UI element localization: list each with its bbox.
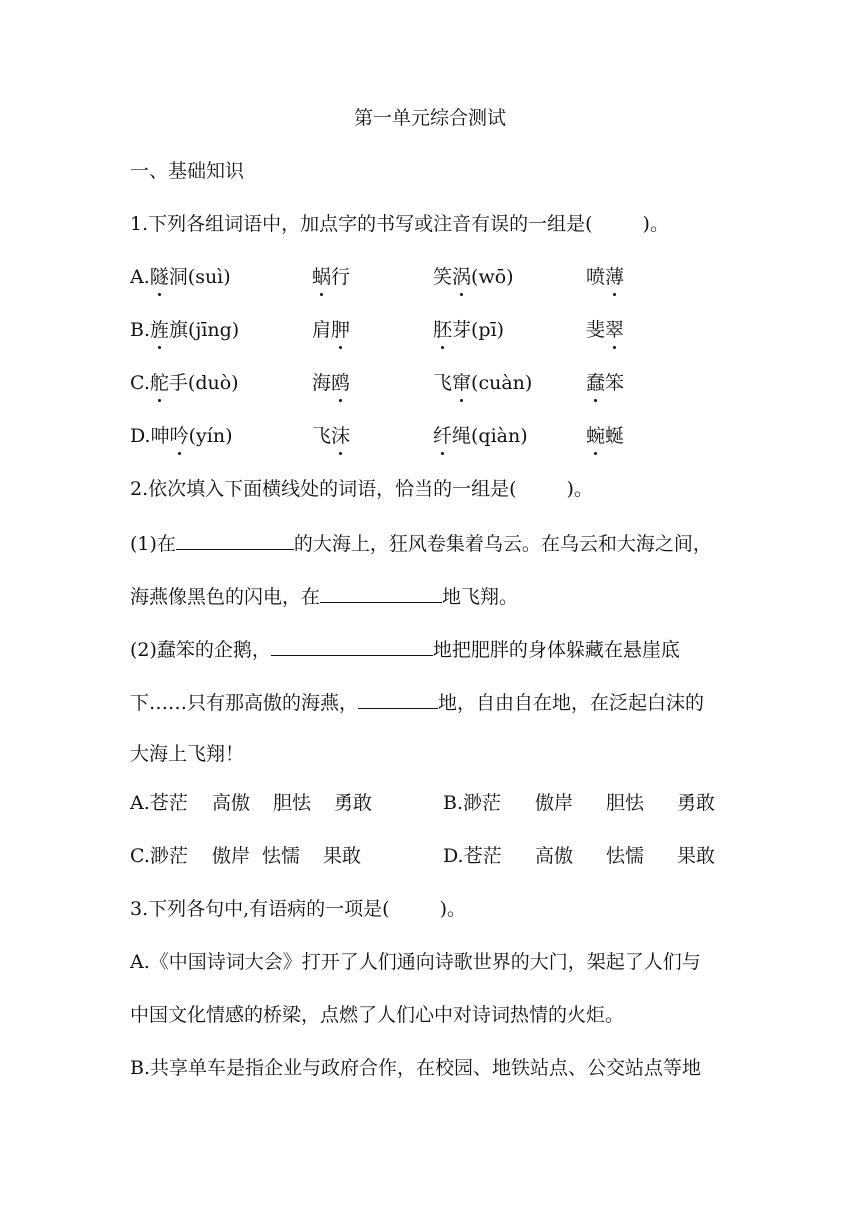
q1-option-a-word-4: 喷薄	[586, 266, 625, 288]
question-1-stem: 1.下列各组词语中，加点字的书写或注音有误的一组是( )。	[130, 213, 669, 235]
q1-option-b-word-1: B.旌旗(jīng)	[130, 319, 240, 341]
fill-blank-2	[320, 582, 442, 603]
fill-blank-3	[271, 635, 433, 656]
q2-passage-2-line-2: 下……只有那高傲的海燕， 地，自由自在地，在泛起白沫的	[130, 688, 704, 716]
q2-passage-1-line-2: 海燕像黑色的闪电，在 地飞翔。	[130, 582, 518, 610]
q1-option-d-word-3: 纤绳(qiàn)	[433, 425, 528, 447]
q1-option-d-word-2: 飞沫	[312, 425, 351, 447]
fill-blank-1	[176, 529, 294, 550]
q1-option-b-word-2: 肩胛	[312, 319, 351, 341]
q1-option-a-word-1: A.隧洞(suì)	[130, 266, 231, 288]
q1-option-c-word-2: 海鸥	[312, 372, 351, 394]
q2-option-a-3: 胆怯	[273, 792, 312, 814]
q2-option-b-1: B.渺茫	[443, 792, 502, 814]
question-2-stem: 2.依次填入下面横线处的词语，恰当的一组是( )。	[130, 478, 593, 500]
q2-option-d-2: 高傲	[535, 845, 574, 867]
q2-option-b-2: 傲岸	[535, 792, 574, 814]
q2-option-a-1: A.苍茫	[130, 792, 188, 814]
q2-option-d-4: 果敢	[677, 845, 716, 867]
q2-passage-2-line-3: 大海上飞翔！	[130, 743, 245, 765]
q2-option-a-4: 勇敢	[334, 792, 373, 814]
q2-option-c-4: 果敢	[323, 845, 362, 867]
q1-option-b-word-4: 斐翠	[586, 319, 625, 341]
q2-option-c-1: C.渺茫	[130, 845, 188, 867]
question-3-stem: 3.下列各句中,有语病的一项是( )。	[130, 898, 467, 920]
q1-option-a-word-3: 笑涡(wō)	[433, 266, 514, 288]
q2-option-c-3: 怯懦	[262, 845, 301, 867]
fill-blank-4	[358, 688, 438, 709]
page-title: 第一单元综合测试	[353, 107, 506, 129]
q2-passage-1-line-1: (1)在 的大海上，狂风卷集着乌云。在乌云和大海之间，	[130, 529, 712, 557]
q1-option-b-word-3: 胚芽(pī)	[433, 319, 505, 341]
q3-option-a-line-1: A.《中国诗词大会》打开了人们通向诗歌世界的大门，架起了人们与	[130, 951, 701, 973]
q1-option-c-word-1: C.舵手(duò)	[130, 372, 239, 394]
q2-option-b-4: 勇敢	[677, 792, 716, 814]
q2-option-c-2: 傲岸	[212, 845, 251, 867]
q2-option-a-2: 高傲	[212, 792, 251, 814]
q2-option-d-1: D.苍茫	[443, 845, 502, 867]
q1-option-d-word-4: 蜿蜒	[586, 425, 625, 447]
q3-option-a-line-2: 中国文化情感的桥梁，点燃了人们心中对诗词热情的火炬。	[130, 1004, 625, 1026]
q1-option-d-word-1: D.呻吟(yín)	[130, 425, 233, 447]
q2-passage-2-line-1: (2)蠢笨的企鹅， 地把肥胖的身体躲藏在悬崖底	[130, 635, 680, 663]
section-heading: 一、基础知识	[130, 160, 245, 182]
q1-option-c-word-3: 飞窜(cuàn)	[433, 372, 533, 394]
q3-option-b-line-1: B.共享单车是指企业与政府合作，在校园、地铁站点、公交站点等地	[130, 1057, 702, 1079]
q1-option-c-word-4: 蠢笨	[586, 372, 625, 394]
q2-option-b-3: 胆怯	[606, 792, 645, 814]
q1-option-a-word-2: 蜗行	[312, 266, 351, 288]
q2-option-d-3: 怯懦	[606, 845, 645, 867]
